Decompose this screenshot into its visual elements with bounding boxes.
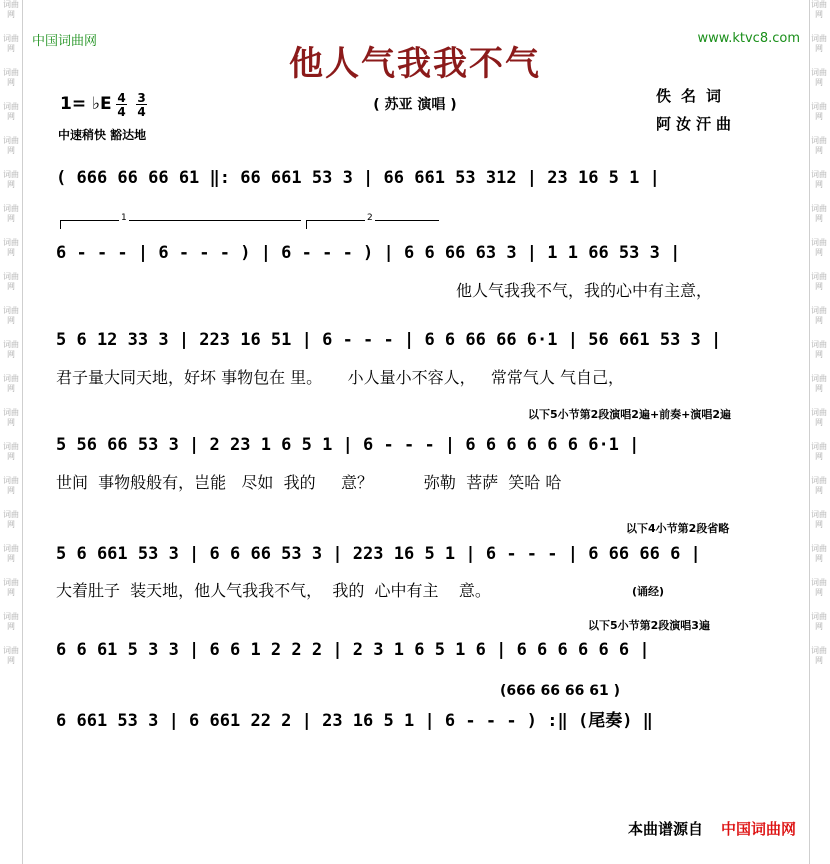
source-footer: [628, 818, 796, 839]
lyric-line-3: 世间 事物般般有，岂能 尽如 我的 意？ 弥勒 菩萨 笑哈 哈: [56, 473, 562, 492]
volta-1: 1: [60, 220, 301, 229]
lyric-line-4: 大着肚子 装天地，他人气我我不气， 我的 心中有主 意。: [56, 581, 491, 600]
source-site-link[interactable]: 中国词曲网: [720, 820, 796, 838]
key-signature: 1= ♭E: [60, 94, 112, 114]
composer: 阿汝汗曲: [656, 115, 737, 133]
score-row-3: 5 6 12 33 3 | 223 16 51 | 6 - - - | 6 6 66 66 6·1 | 56 661 53 3 |: [56, 330, 722, 350]
credits: [656, 82, 736, 138]
watermark-right: 词曲网 词曲网 词曲网 词曲网 词曲网 词曲网 词曲网 词曲网 词曲网 词曲网 词曲网 词曲网 词曲网 词曲网 词曲网 词曲网 词曲网 词曲网 词曲网 词曲网: [811, 0, 827, 665]
lyric-line-2: 君子量大同天地，好坏 事物包在 里。 小人量小不容人， 常常气人 气自己，: [56, 368, 624, 387]
score-row-6: 6 6 61 5 3 3 | 6 6 1 2 2 2 | 2 3 1 6 5 1 6 | 6 6 6 6 6 6 |: [56, 640, 650, 660]
source-label: 本曲谱源自: [627, 820, 703, 838]
score-row-1: ( 666 66 66 61 ‖: 66 661 53 3 | 66 661 53 312 | 23 16 5 1 |: [56, 168, 660, 188]
score-row-4: 5 56 66 53 3 | 2 23 1 6 5 1 | 6 - - - | 6 6 6 6 6 6 6·1 |: [56, 435, 640, 455]
watermark-left: 词曲网 词曲网 词曲网 词曲网 词曲网 词曲网 词曲网 词曲网 词曲网 词曲网 词曲网 词曲网 词曲网 词曲网 词曲网 词曲网 词曲网 词曲网 词曲网 词曲网: [3, 0, 19, 665]
singer: ( 苏亚 演唱 ): [373, 97, 457, 113]
volta-2: 2: [306, 220, 439, 229]
score-row-5: 5 6 661 53 3 | 6 6 66 53 3 | 223 16 5 1 | 6 - - - | 6 66 66 6 |: [56, 544, 701, 564]
lyricist: 佚名词: [656, 87, 732, 105]
song-title: 他人气我我不气: [289, 44, 541, 84]
chanting-note: (诵经): [632, 585, 665, 598]
lyric-line-1: 他人气我我不气，我的心中有主意，: [456, 281, 713, 300]
tempo-marking: 中速稍快 豁达地: [58, 128, 147, 142]
score-row-7: 6 661 53 3 | 6 661 22 2 | 23 16 5 1 | 6 - - - ) :‖ (尾奏) ‖: [56, 711, 653, 731]
site-url-right[interactable]: www.ktvc8.com: [697, 31, 800, 46]
score-row-2: 6 - - - | 6 - - - ) | 6 - - - ) | 6 6 66 63 3 | 1 1 66 53 3 |: [56, 243, 681, 263]
performance-note-2: 以下4小节第2段省略: [626, 522, 730, 535]
performance-note-3: 以下5小节第2段演唱3遍: [588, 619, 710, 632]
site-name-left[interactable]: 中国词曲网: [32, 34, 98, 49]
interlude-notes: (666 66 66 61 ): [500, 683, 620, 699]
performance-note-1: 以下5小节第2段演唱2遍+前奏+演唱2遍: [528, 408, 732, 421]
